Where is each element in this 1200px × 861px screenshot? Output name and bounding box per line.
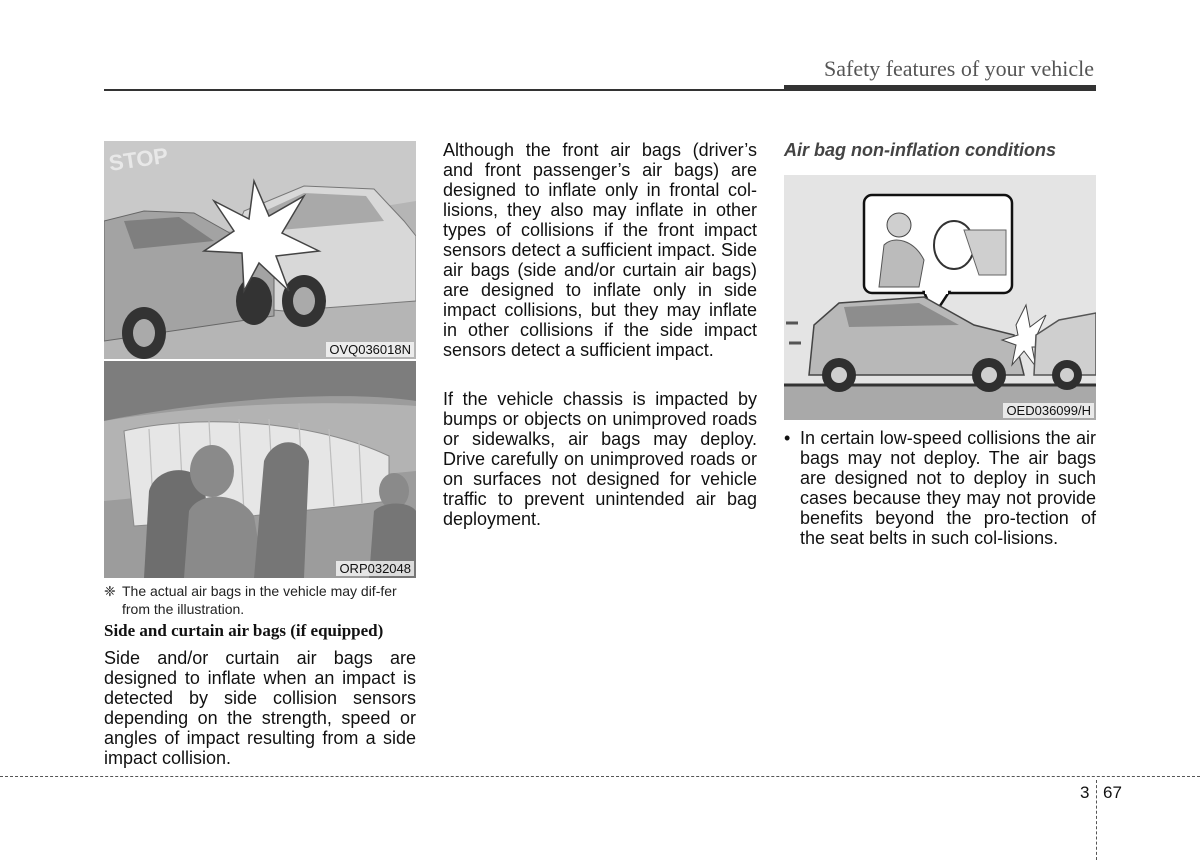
side-curtain-body: Side and/or curtain air bags are designed to inflate when an impact is detected by side collision sensors depending on the strength, speed or angles of impact resulting from a side impact collision. (104, 648, 416, 768)
curtain-airbag-illustration-icon (104, 361, 416, 578)
footer-vertical-dashed-rule (1096, 780, 1097, 860)
figure-code: ORP032048 (336, 561, 414, 576)
figure-rear-collision (784, 175, 1096, 420)
non-inflation-list-item (784, 428, 1096, 548)
footer-dashed-rule (0, 776, 1200, 777)
header-rule-thick (784, 85, 1096, 91)
illustration-note (104, 582, 416, 618)
chapter-number: 3 (1080, 783, 1090, 802)
note-text: The actual air bags in the vehicle may dif-fer from the illustration. (122, 583, 397, 617)
side-curtain-heading: Side and curtain air bags (if equipped) (104, 621, 384, 640)
page-number: 67 (1103, 783, 1122, 802)
front-airbag-paragraph: Although the front air bags (driver’s and front passenger’s air bags) are designed to inflate only in frontal col-lisions, they also may inflate in other types of collisions if the front impact sensors detect a sufficient impact. Side air bags (side and/or curtain air bags) are designed to inflate only in side impact collisions, but they may inflate in other collisions if the side impact sensors detect a sufficient impact. (443, 140, 757, 360)
non-inflation-heading: Air bag non-inflation conditions (784, 140, 1056, 160)
figure-side-collision (104, 141, 416, 359)
figure-code: OED036099/H (1003, 403, 1094, 418)
header-rule-thin (104, 89, 784, 91)
figure-curtain-airbags (104, 361, 416, 578)
non-inflation-text: In certain low-speed collisions the air bags may not deploy. The air bags are designed not to deploy in such cases because they may not provide benefits beyond the pro-tection of the seat belts in such col-lisions. (800, 428, 1096, 548)
page-header-title: Safety features of your vehicle (824, 56, 1094, 81)
note-mark: ❈ (104, 583, 116, 599)
svg-text:STOP: STOP (107, 142, 170, 176)
rear-end-collision-illustration-icon (784, 175, 1096, 420)
chassis-impact-paragraph: If the vehicle chassis is impacted by bumps or objects on unimproved roads or sidewalks, air bags may deploy. Drive carefully on unimproved roads or on surfaces not designed for vehicle traffic to prevent unintended air bag deployment. (443, 389, 757, 529)
bullet-mark: • (784, 428, 791, 448)
figure-code: OVQ036018N (326, 342, 414, 357)
side-collision-illustration-icon (104, 141, 416, 359)
